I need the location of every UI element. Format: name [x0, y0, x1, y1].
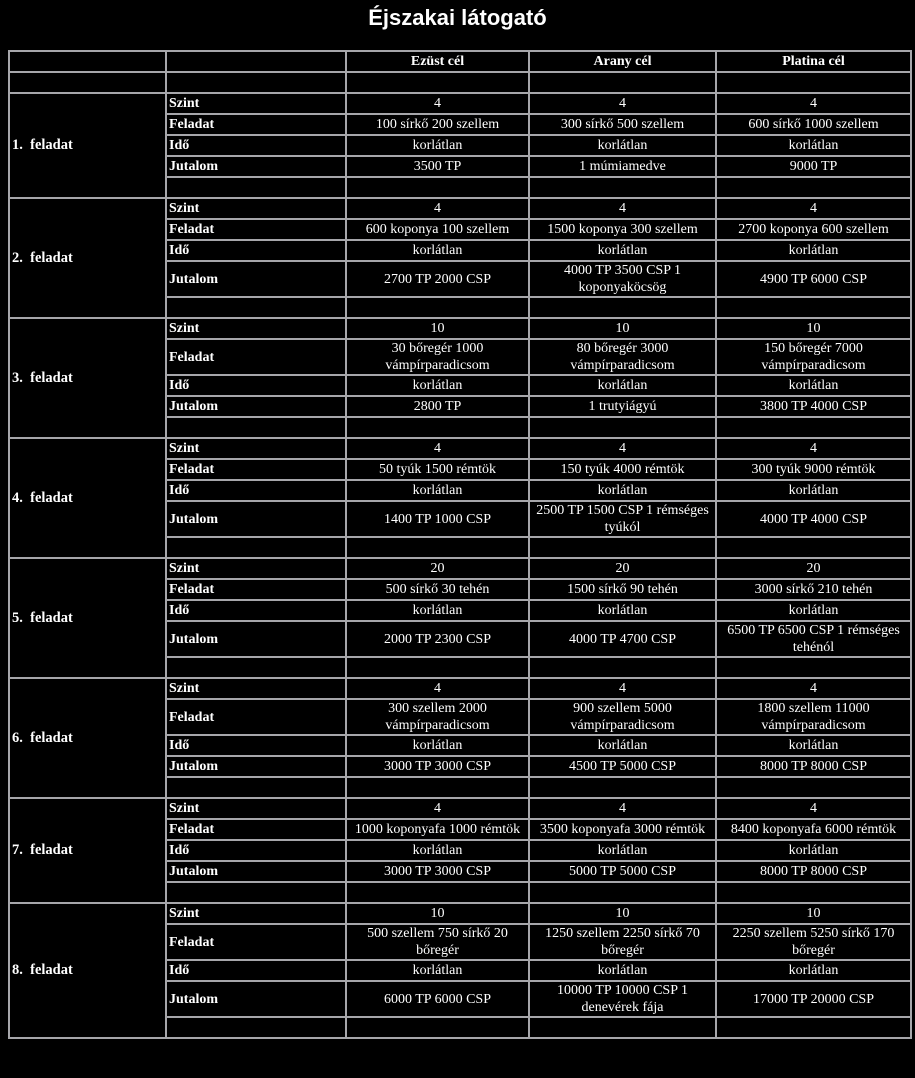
empty-cell	[166, 882, 346, 903]
cell-szint: 20	[716, 558, 911, 579]
cell-ido: korlátlan	[716, 375, 911, 396]
cell-jutalom: 3500 TP	[346, 156, 529, 177]
cell-feladat: 2700 koponya 600 szellem	[716, 219, 911, 240]
cell-jutalom: 17000 TP 20000 CSP	[716, 981, 911, 1017]
row-label-ido: Idő	[166, 480, 346, 501]
empty-cell	[716, 297, 911, 318]
cell-jutalom: 1400 TP 1000 CSP	[346, 501, 529, 537]
cell-jutalom: 10000 TP 10000 CSP 1 denevérek fája	[529, 981, 716, 1017]
header-cell-gold-goal: Arany cél	[529, 51, 716, 72]
empty-cell	[529, 1017, 716, 1038]
cell-ido: korlátlan	[529, 960, 716, 981]
cell-ido: korlátlan	[716, 960, 911, 981]
header-cell-empty-task	[9, 51, 166, 72]
cell-feladat: 8400 koponyafa 6000 rémtök	[716, 819, 911, 840]
task-name: 6. feladat	[9, 678, 166, 798]
cell-ido: korlátlan	[529, 600, 716, 621]
cell-feladat: 1250 szellem 2250 sírkő 70 bőregér	[529, 924, 716, 960]
empty-cell	[166, 777, 346, 798]
empty-cell	[166, 537, 346, 558]
cell-jutalom: 8000 TP 8000 CSP	[716, 756, 911, 777]
task-name: 1. feladat	[9, 93, 166, 198]
empty-cell	[716, 537, 911, 558]
row-label-ido: Idő	[166, 600, 346, 621]
cell-feladat: 3500 koponyafa 3000 rémtök	[529, 819, 716, 840]
cell-feladat: 1000 koponyafa 1000 rémtök	[346, 819, 529, 840]
cell-ido: korlátlan	[716, 135, 911, 156]
row-label-szint: Szint	[166, 903, 346, 924]
cell-jutalom: 5000 TP 5000 CSP	[529, 861, 716, 882]
empty-cell	[716, 777, 911, 798]
row-label-feladat: Feladat	[166, 459, 346, 480]
cell-szint: 20	[529, 558, 716, 579]
empty-cell	[346, 177, 529, 198]
cell-jutalom: 6500 TP 6500 CSP 1 rémséges tehénól	[716, 621, 911, 657]
cell-ido: korlátlan	[346, 840, 529, 861]
task-name: 8. feladat	[9, 903, 166, 1038]
cell-szint: 4	[346, 93, 529, 114]
row-label-jutalom: Jutalom	[166, 396, 346, 417]
cell-szint: 4	[529, 678, 716, 699]
cell-ido: korlátlan	[529, 375, 716, 396]
table-body	[9, 93, 911, 1038]
cell-ido: korlátlan	[716, 600, 911, 621]
empty-cell	[716, 882, 911, 903]
empty-cell	[529, 177, 716, 198]
cell-jutalom: 2000 TP 2300 CSP	[346, 621, 529, 657]
empty-cell	[716, 417, 911, 438]
cell-ido: korlátlan	[529, 240, 716, 261]
cell-szint: 4	[716, 198, 911, 219]
cell-feladat: 1500 koponya 300 szellem	[529, 219, 716, 240]
cell-ido: korlátlan	[346, 135, 529, 156]
cell-feladat: 300 sírkő 500 szellem	[529, 114, 716, 135]
cell-ido: korlátlan	[346, 600, 529, 621]
row-label-feladat: Feladat	[166, 924, 346, 960]
cell-ido: korlátlan	[716, 735, 911, 756]
row-label-feladat: Feladat	[166, 819, 346, 840]
cell-jutalom: 4000 TP 3500 CSP 1 koponyaköcsög	[529, 261, 716, 297]
table-row	[9, 198, 911, 219]
cell-szint: 20	[346, 558, 529, 579]
cell-ido: korlátlan	[529, 735, 716, 756]
cell-jutalom: 2800 TP	[346, 396, 529, 417]
cell-szint: 4	[346, 798, 529, 819]
cell-ido: korlátlan	[529, 135, 716, 156]
row-label-jutalom: Jutalom	[166, 156, 346, 177]
cell-szint: 4	[716, 678, 911, 699]
cell-szint: 4	[529, 438, 716, 459]
page-title: Éjszakai látogató	[368, 5, 547, 30]
row-label-jutalom: Jutalom	[166, 501, 346, 537]
cell-szint: 4	[346, 678, 529, 699]
empty-cell	[346, 1017, 529, 1038]
row-label-jutalom: Jutalom	[166, 756, 346, 777]
row-label-jutalom: Jutalom	[166, 981, 346, 1017]
row-label-jutalom: Jutalom	[166, 621, 346, 657]
empty-cell	[9, 72, 166, 93]
empty-cell	[166, 1017, 346, 1038]
empty-cell	[346, 882, 529, 903]
row-label-feladat: Feladat	[166, 699, 346, 735]
cell-szint: 4	[346, 198, 529, 219]
cell-szint: 10	[716, 903, 911, 924]
task-name: 4. feladat	[9, 438, 166, 558]
cell-szint: 10	[529, 318, 716, 339]
empty-cell	[716, 177, 911, 198]
cell-jutalom: 4000 TP 4700 CSP	[529, 621, 716, 657]
cell-jutalom: 4500 TP 5000 CSP	[529, 756, 716, 777]
cell-jutalom: 9000 TP	[716, 156, 911, 177]
task-name: 5. feladat	[9, 558, 166, 678]
cell-szint: 4	[716, 93, 911, 114]
cell-feladat: 30 bőregér 1000 vámpírparadicsom	[346, 339, 529, 375]
row-label-ido: Idő	[166, 735, 346, 756]
table-row	[9, 798, 911, 819]
empty-cell	[166, 72, 346, 93]
empty-cell	[529, 882, 716, 903]
cell-ido: korlátlan	[346, 375, 529, 396]
cell-feladat: 600 koponya 100 szellem	[346, 219, 529, 240]
cell-jutalom: 4900 TP 6000 CSP	[716, 261, 911, 297]
empty-cell	[166, 177, 346, 198]
cell-jutalom: 3000 TP 3000 CSP	[346, 861, 529, 882]
cell-feladat: 50 tyúk 1500 rémtök	[346, 459, 529, 480]
cell-ido: korlátlan	[716, 480, 911, 501]
row-label-szint: Szint	[166, 318, 346, 339]
header-row	[9, 51, 911, 72]
cell-feladat: 600 sírkő 1000 szellem	[716, 114, 911, 135]
cell-feladat: 500 szellem 750 sírkő 20 bőregér	[346, 924, 529, 960]
row-label-szint: Szint	[166, 678, 346, 699]
cell-szint: 4	[529, 198, 716, 219]
cell-feladat: 1500 sírkő 90 tehén	[529, 579, 716, 600]
table-row	[9, 438, 911, 459]
row-label-feladat: Feladat	[166, 114, 346, 135]
cell-feladat: 2250 szellem 5250 sírkő 170 bőregér	[716, 924, 911, 960]
cell-szint: 10	[346, 903, 529, 924]
cell-jutalom: 8000 TP 8000 CSP	[716, 861, 911, 882]
row-label-ido: Idő	[166, 135, 346, 156]
cell-feladat: 300 tyúk 9000 rémtök	[716, 459, 911, 480]
cell-szint: 10	[529, 903, 716, 924]
header-cell-platinum-goal: Platina cél	[716, 51, 911, 72]
cell-szint: 4	[346, 438, 529, 459]
cell-feladat: 900 szellem 5000 vámpírparadicsom	[529, 699, 716, 735]
cell-jutalom: 3800 TP 4000 CSP	[716, 396, 911, 417]
empty-cell	[716, 1017, 911, 1038]
empty-cell	[346, 537, 529, 558]
empty-cell	[346, 417, 529, 438]
row-label-szint: Szint	[166, 558, 346, 579]
empty-cell	[716, 72, 911, 93]
table-row	[9, 318, 911, 339]
row-label-szint: Szint	[166, 198, 346, 219]
cell-ido: korlátlan	[346, 960, 529, 981]
row-label-feladat: Feladat	[166, 219, 346, 240]
cell-ido: korlátlan	[529, 840, 716, 861]
cell-feladat: 300 szellem 2000 vámpírparadicsom	[346, 699, 529, 735]
empty-cell	[716, 657, 911, 678]
task-name: 2. feladat	[9, 198, 166, 318]
cell-jutalom: 1 trutyiágyú	[529, 396, 716, 417]
task-name: 3. feladat	[9, 318, 166, 438]
cell-ido: korlátlan	[346, 240, 529, 261]
empty-cell	[529, 777, 716, 798]
header-cell-empty-label	[166, 51, 346, 72]
cell-jutalom: 6000 TP 6000 CSP	[346, 981, 529, 1017]
cell-ido: korlátlan	[716, 840, 911, 861]
cell-jutalom: 4000 TP 4000 CSP	[716, 501, 911, 537]
row-label-ido: Idő	[166, 240, 346, 261]
empty-cell	[346, 657, 529, 678]
cell-ido: korlátlan	[529, 480, 716, 501]
cell-feladat: 3000 sírkő 210 tehén	[716, 579, 911, 600]
empty-cell	[166, 657, 346, 678]
cell-szint: 10	[346, 318, 529, 339]
cell-jutalom: 3000 TP 3000 CSP	[346, 756, 529, 777]
cell-ido: korlátlan	[716, 240, 911, 261]
header-spacer-row	[9, 72, 911, 93]
cell-feladat: 1800 szellem 11000 vámpírparadicsom	[716, 699, 911, 735]
empty-cell	[529, 537, 716, 558]
empty-cell	[346, 72, 529, 93]
cell-feladat: 100 sírkő 200 szellem	[346, 114, 529, 135]
table-row	[9, 93, 911, 114]
table-row	[9, 558, 911, 579]
row-label-ido: Idő	[166, 840, 346, 861]
row-label-jutalom: Jutalom	[166, 861, 346, 882]
empty-cell	[529, 657, 716, 678]
cell-feladat: 80 bőregér 3000 vámpírparadicsom	[529, 339, 716, 375]
empty-cell	[166, 297, 346, 318]
cell-szint: 4	[529, 93, 716, 114]
row-label-feladat: Feladat	[166, 579, 346, 600]
row-label-ido: Idő	[166, 375, 346, 396]
cell-ido: korlátlan	[346, 735, 529, 756]
row-label-feladat: Feladat	[166, 339, 346, 375]
empty-cell	[529, 297, 716, 318]
cell-szint: 4	[529, 798, 716, 819]
table-row	[9, 903, 911, 924]
cell-jutalom: 2700 TP 2000 CSP	[346, 261, 529, 297]
empty-cell	[346, 297, 529, 318]
cell-jutalom: 1 múmiamedve	[529, 156, 716, 177]
tasks-table	[8, 50, 912, 1039]
table-row	[9, 678, 911, 699]
header-cell-silver-goal: Ezüst cél	[346, 51, 529, 72]
cell-szint: 4	[716, 438, 911, 459]
cell-szint: 10	[716, 318, 911, 339]
cell-ido: korlátlan	[346, 480, 529, 501]
row-label-ido: Idő	[166, 960, 346, 981]
cell-jutalom: 2500 TP 1500 CSP 1 rémséges tyúkól	[529, 501, 716, 537]
cell-feladat: 150 tyúk 4000 rémtök	[529, 459, 716, 480]
task-name: 7. feladat	[9, 798, 166, 903]
row-label-szint: Szint	[166, 798, 346, 819]
row-label-jutalom: Jutalom	[166, 261, 346, 297]
empty-cell	[529, 417, 716, 438]
row-label-szint: Szint	[166, 438, 346, 459]
empty-cell	[529, 72, 716, 93]
cell-szint: 4	[716, 798, 911, 819]
cell-feladat: 150 bőregér 7000 vámpírparadicsom	[716, 339, 911, 375]
cell-feladat: 500 sírkő 30 tehén	[346, 579, 529, 600]
row-label-szint: Szint	[166, 93, 346, 114]
empty-cell	[346, 777, 529, 798]
empty-cell	[166, 417, 346, 438]
